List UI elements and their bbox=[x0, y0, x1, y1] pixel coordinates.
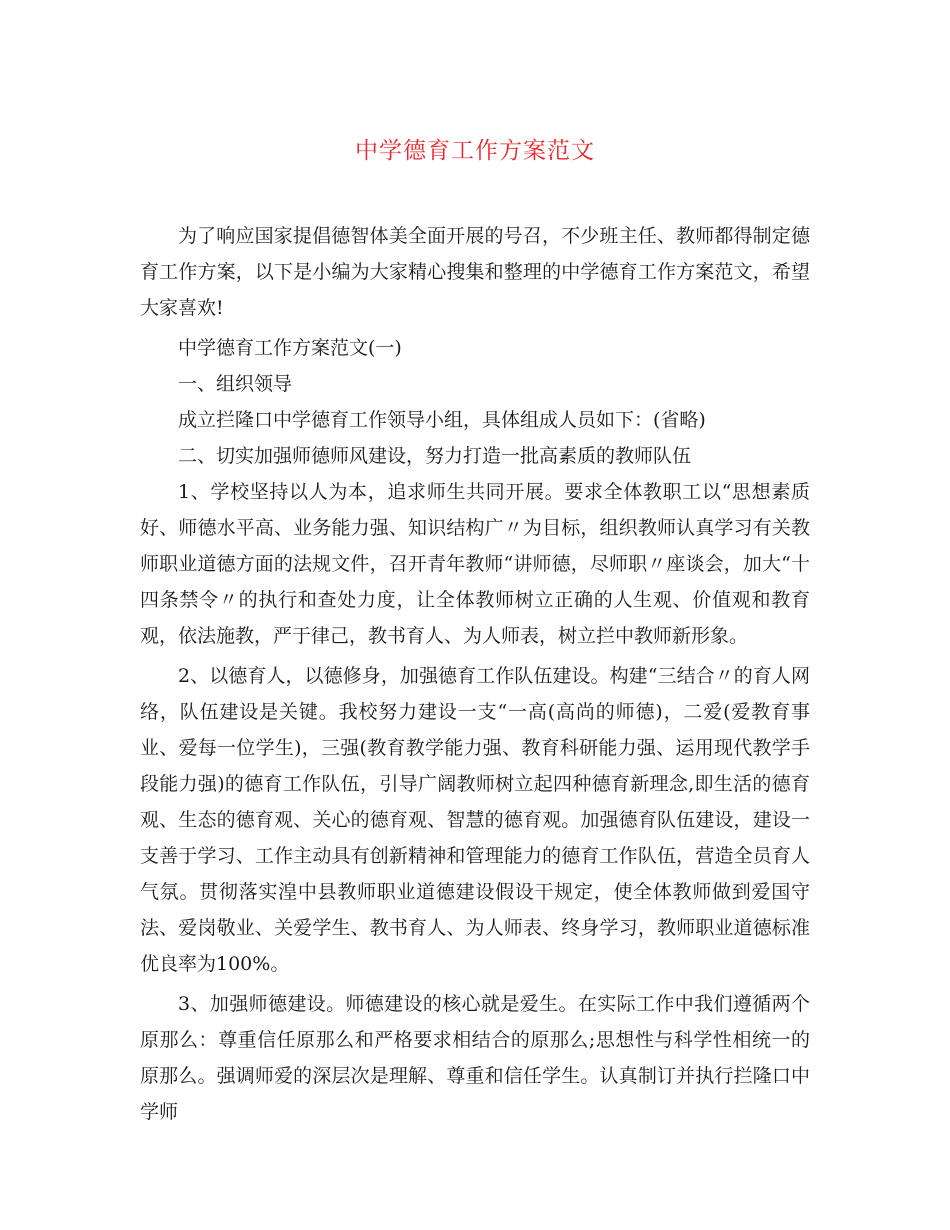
paragraph-intro: 为了响应国家提倡德智体美全面开展的号召，不少班主任、教师都得制定德育工作方案，以下是小编为大家精心搜集和整理的中学德育工作方案范文，希望大家喜欢! bbox=[140, 225, 810, 319]
paragraph-section-heading: 中学德育工作方案范文(一) bbox=[178, 337, 402, 359]
paragraph-leadership-group: 成立拦隆口中学德育工作领导小组，具体组成人员如下：(省略) bbox=[178, 409, 706, 431]
paragraph-heading-2: 二、切实加强师德师风建设，努力打造一批高素质的教师队伍 bbox=[178, 445, 692, 467]
paragraph-heading-1: 一、组织领导 bbox=[178, 373, 293, 395]
paragraph-item-3: 3、加强师德建设。师德建设的核心就是爱生。在实际工作中我们遵循两个原那么：尊重信任原那么和严格要求相结合的原那么;思想性与科学性相统一的原那么。强调师爱的深层次是理解、尊重和信任学生。认真制订并执行拦隆口中学师 bbox=[140, 993, 810, 1123]
paragraph-item-2: 2、以德育人，以德修身，加强德育工作队伍建设。构建“三结合〃的育人网络，队伍建设是关键。我校努力建设一支“一高(高尚的师德)，二爱(爱教育事业、爱每一位学生)，三强(教育教学能力强、教育科研能力强、运用现代教学手段能力强)的德育工作队伍，引导广阔教师树立起四种德育新理念,即生活的德育观、生态的德育观、关心的德育观、智慧的德育观。加强德育队伍建设，建设一支善于学习、工作主动具有创新精神和管理能力的德育工作队伍，营造全员育人气氛。贯彻落实湟中县教师职业道德建设假设干规定，使全体教师做到爱国守法、爱岗敬业、关爱学生、教书育人、为人师表、终身学习，教师职业道德标准优良率为100%。 bbox=[140, 665, 810, 975]
document-title: 中学德育工作方案范文 bbox=[355, 138, 595, 164]
document-body bbox=[140, 218, 810, 1130]
paragraph-item-1: 1、学校坚持以人为本，追求师生共同开展。要求全体教职工以“思想素质好、师德水平高、业务能力强、知识结构广〃为目标，组织教师认真学习有关教师职业道德方面的法规文件，召开青年教师“讲师德，尽师职〃座谈会，加大“十四条禁令〃的执行和查处力度，让全体教师树立正确的人生观、价值观和教育观，依法施教，严于律己，教书育人、为人师表，树立拦中教师新形象。 bbox=[140, 481, 810, 647]
